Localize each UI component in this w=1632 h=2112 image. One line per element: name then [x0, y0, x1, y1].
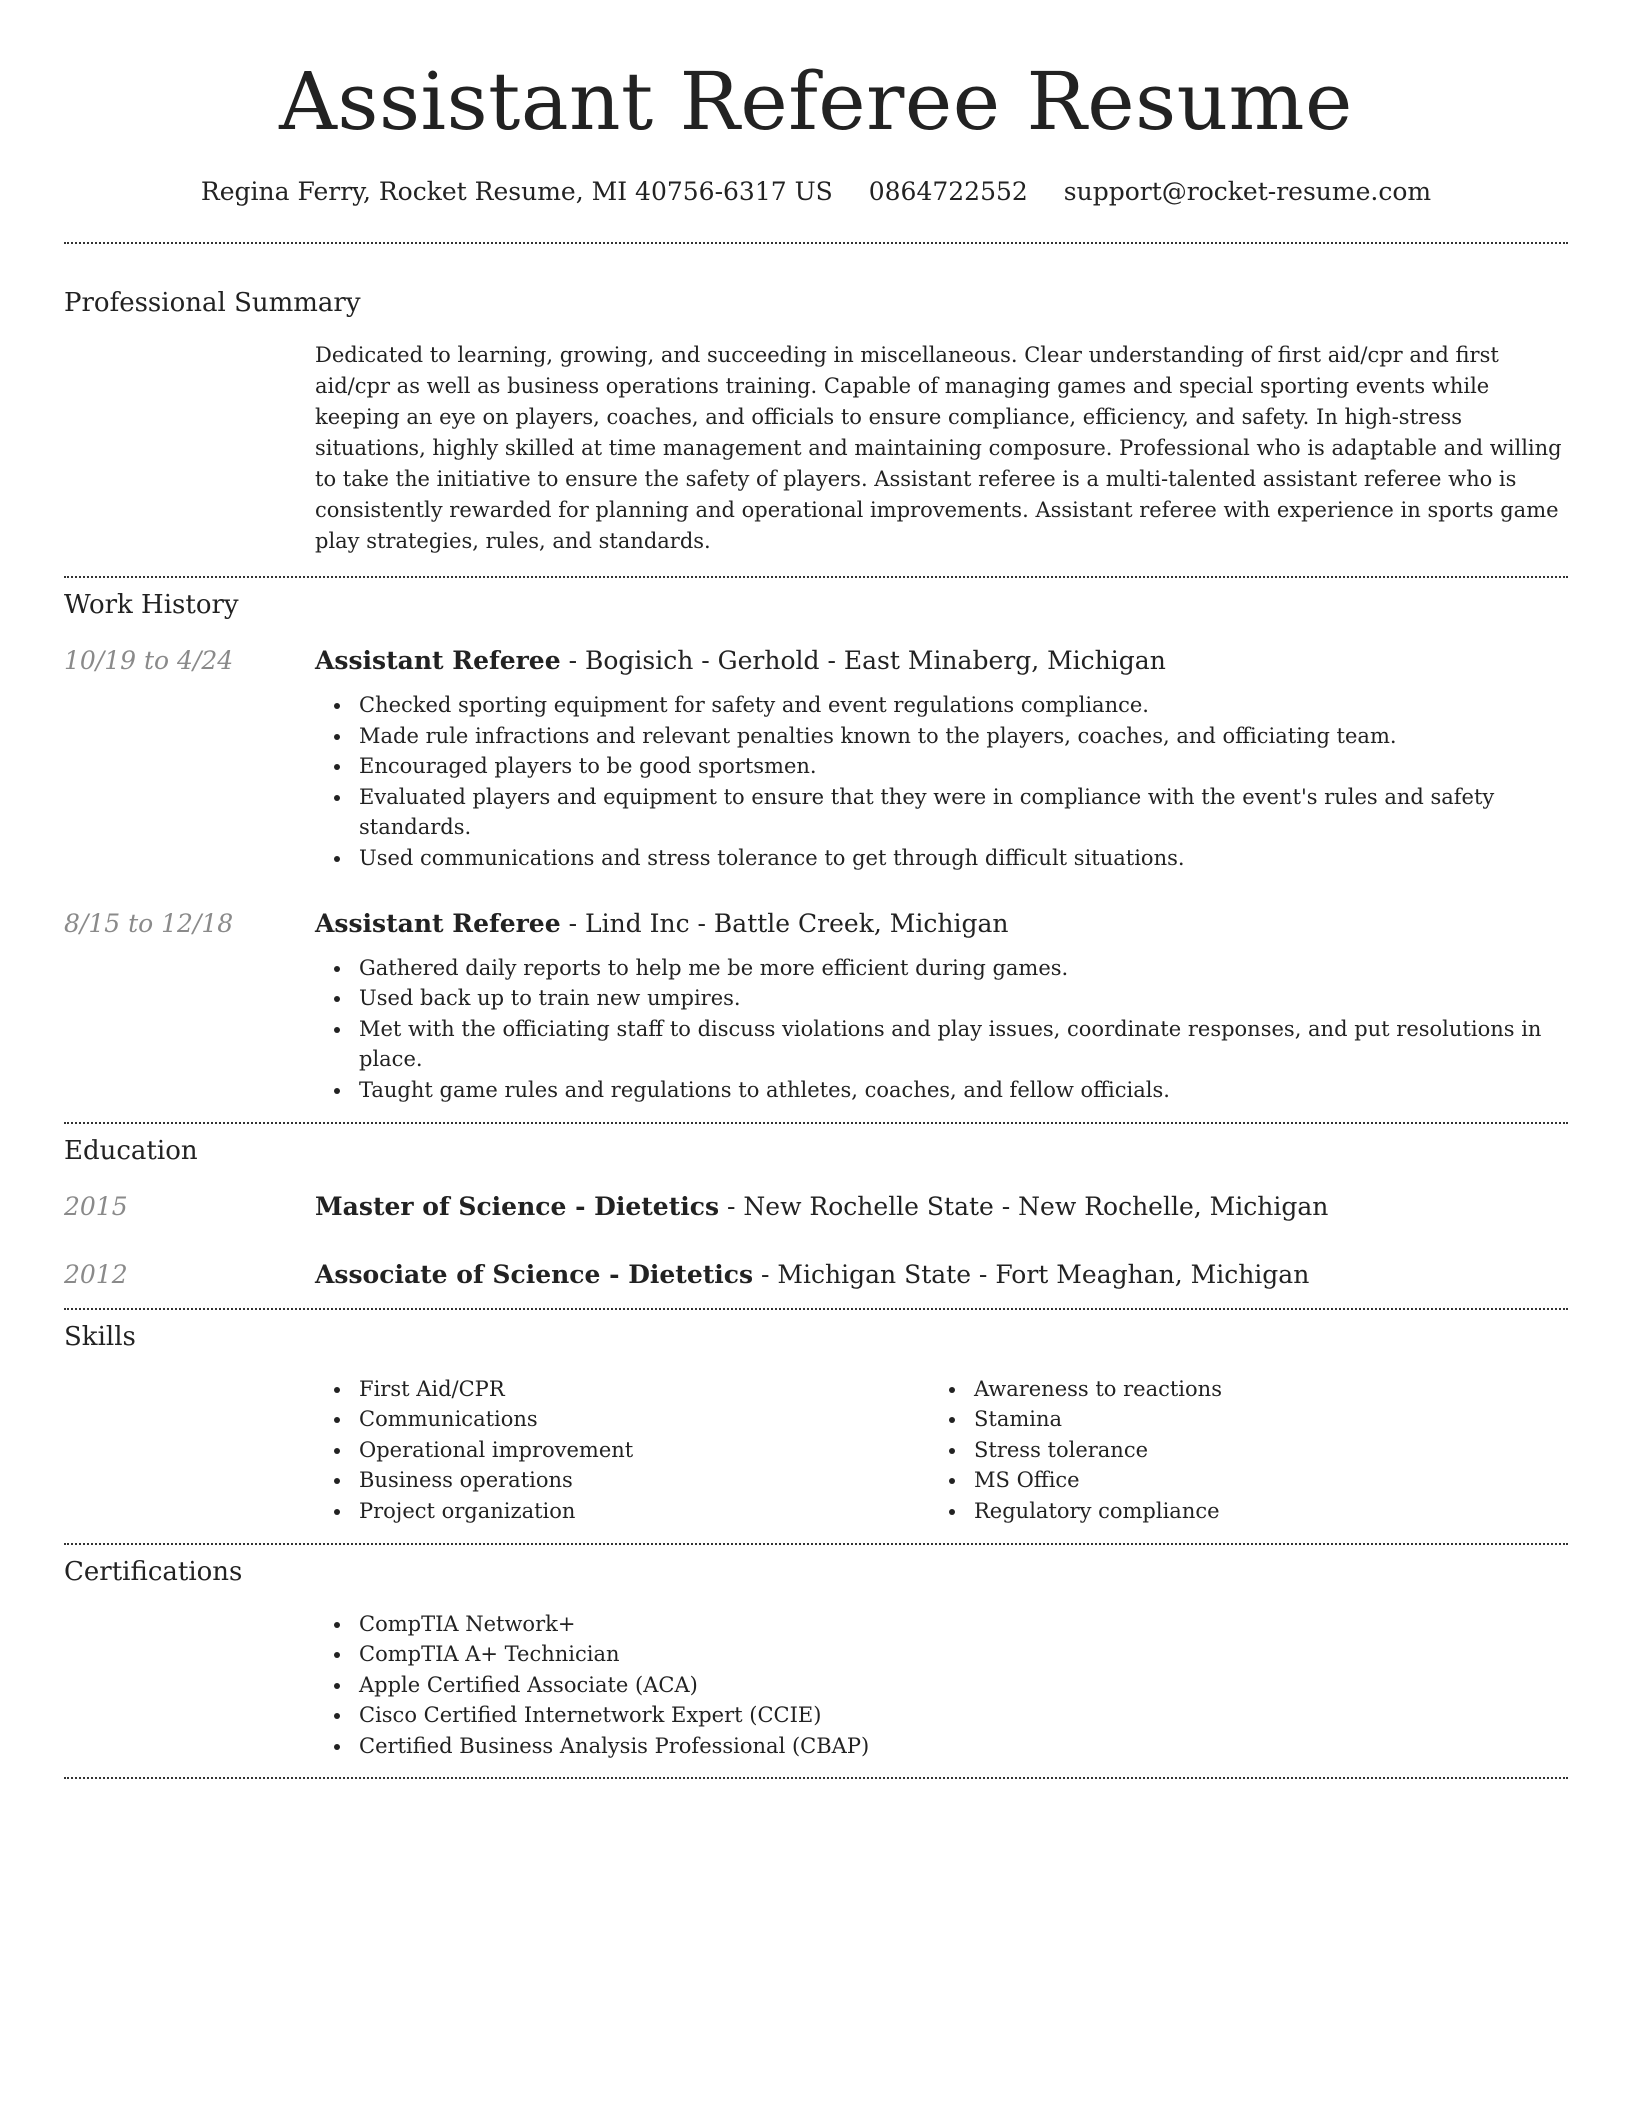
skill-item: Awareness to reactions — [930, 1374, 1568, 1405]
list-item: Made rule infractions and relevant penalties known to the players, coaches, and officiating team. — [315, 721, 1568, 752]
resume-title: Assistant Referee Resume — [279, 55, 1353, 148]
skill-item: Project organization — [315, 1496, 930, 1527]
job-duties-list — [315, 690, 1568, 874]
list-item: Taught game rules and regulations to athletes, coaches, and fellow officials. — [315, 1075, 1568, 1106]
education-title — [315, 1190, 1568, 1224]
job-title — [315, 644, 1568, 678]
job-position: Assistant Referee — [315, 908, 561, 938]
certifications-list — [315, 1609, 1568, 1762]
skill-item: Communications — [315, 1404, 930, 1435]
list-item: Used back up to train new umpires. — [315, 983, 1568, 1014]
contact-line — [64, 176, 1568, 208]
education-year: 2015 — [64, 1191, 128, 1221]
certification-item: CompTIA Network+ — [315, 1609, 1568, 1640]
education-entry — [64, 1190, 1568, 1224]
contact-address: Regina Ferry, Rocket Resume, MI 40756-6317 US — [200, 177, 833, 206]
skill-item: MS Office — [930, 1465, 1568, 1496]
education-school: - Michigan State - Fort Meaghan, Michigan — [753, 1259, 1310, 1289]
contact-email: support@rocket-resume.com — [1063, 177, 1432, 206]
skill-item: First Aid/CPR — [315, 1374, 930, 1405]
section-title-work-history: Work History — [64, 590, 239, 620]
job-dates: 10/19 to 4/24 — [64, 646, 234, 675]
list-item: Encouraged players to be good sportsmen. — [315, 751, 1568, 782]
section-title-summary: Professional Summary — [64, 288, 361, 318]
summary-text: Dedicated to learning, growing, and succeeding in miscellaneous. Clear understanding of first aid/cpr and first aid/cpr as well as business operations training. Capable of managing games and special sporting events while keeping an eye on players, coaches, and officials to ensure compliance, efficiency, and safety. In high-stress situations, highly skilled at time management and maintaining composure. Professional who is adaptable and willing to take the initiative to ensure the safety of players. Assistant referee is a multi-talented assistant referee who is consistently rewarded for planning and operational improvements. Assistant referee with experience in sports game play strategies, rules, and standards. — [315, 343, 1562, 553]
skill-item: Stamina — [930, 1404, 1568, 1435]
summary-section — [64, 244, 1568, 557]
skills-list-left — [315, 1374, 930, 1527]
job-employer: - Lind Inc - Battle Creek, Michigan — [560, 908, 1009, 938]
list-item: Checked sporting equipment for safety and event regulations compliance. — [315, 690, 1568, 721]
job-position: Assistant Referee — [315, 646, 561, 675]
job-entry — [64, 644, 1568, 874]
job-duties-list — [315, 953, 1568, 1106]
education-year: 2012 — [64, 1259, 128, 1289]
list-item: Met with the officiating staff to discuss violations and play issues, coordinate responses, and put resolutions in place. — [315, 1014, 1568, 1075]
skill-item: Regulatory compliance — [930, 1496, 1568, 1527]
certification-item: Certified Business Analysis Professional (CBAP) — [315, 1731, 1568, 1762]
section-divider — [64, 1777, 1568, 1779]
list-item: Evaluated players and equipment to ensure that they were in compliance with the event's rules and safety standards. — [315, 782, 1568, 843]
skills-section — [64, 1310, 1568, 1527]
education-degree: Associate of Science - Dietetics — [315, 1259, 754, 1289]
list-item: Gathered daily reports to help me be more efficient during games. — [315, 953, 1568, 984]
education-title — [315, 1258, 1568, 1292]
education-entry — [64, 1258, 1568, 1292]
job-entry — [64, 907, 1568, 1106]
list-item: Used communications and stress tolerance to get through difficult situations. — [315, 843, 1568, 874]
certification-item: Cisco Certified Internetwork Expert (CCIE) — [315, 1700, 1568, 1731]
job-employer: - Bogisich - Gerhold - East Minaberg, Michigan — [560, 646, 1166, 675]
section-title-education: Education — [64, 1135, 198, 1166]
education-degree: Master of Science - Dietetics — [315, 1191, 720, 1221]
certifications-section — [64, 1545, 1568, 1762]
certification-item: CompTIA A+ Technician — [315, 1639, 1568, 1670]
contact-phone: 0864722552 — [868, 177, 1028, 206]
skill-item: Stress tolerance — [930, 1435, 1568, 1466]
certification-item: Apple Certified Associate (ACA) — [315, 1670, 1568, 1701]
work-history-section — [64, 578, 1568, 1106]
section-title-certifications: Certifications — [64, 1556, 243, 1587]
education-school: - New Rochelle State - New Rochelle, Michigan — [719, 1191, 1329, 1221]
education-section — [64, 1124, 1568, 1292]
skills-list-right — [930, 1374, 1568, 1527]
section-title-skills: Skills — [64, 1321, 136, 1352]
skill-item: Operational improvement — [315, 1435, 930, 1466]
skill-item: Business operations — [315, 1465, 930, 1496]
job-title — [315, 907, 1568, 941]
job-dates: 8/15 to 12/18 — [64, 908, 234, 938]
